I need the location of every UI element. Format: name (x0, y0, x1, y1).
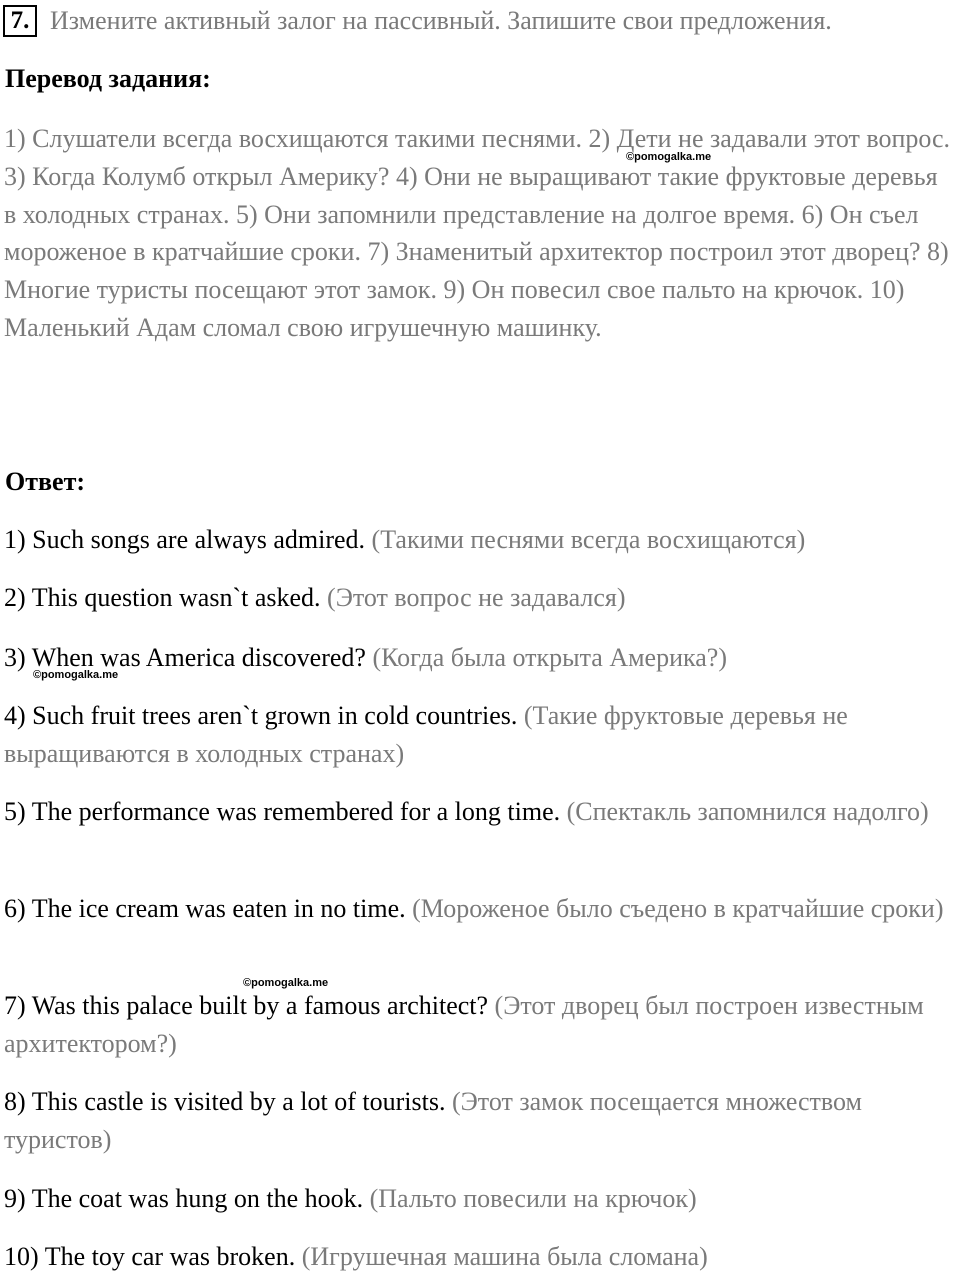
answer-item-8 (4, 1083, 960, 1159)
answer-item-7 (4, 987, 960, 1063)
translation-text: 1) Слушатели всегда восхищаются такими песнями. 2) Дети не задавали этот вопрос. 3) Когда Колумб открыл Америку? 4) Они не выращивают такие фруктовые деревья в холодных странах. 5) Они запомнили представление на долгое время. 6) Он съел мороженое в кратчайшие сроки. 7) Знаменитый архитектор построил этот дворец? 8) Многие туристы посещают этот замок. 9) Он повесил свое пальто на крючок. 10) Маленький Адам сломал свою игрушечную машинку. (4, 124, 951, 342)
answer-english: 4) Such fruit trees aren`t grown in cold countries. (4, 701, 518, 730)
answer-item-9 (4, 1180, 960, 1218)
answer-item-10 (4, 1238, 960, 1276)
answer-english: 8) This castle is visited by a lot of tourists. (4, 1087, 446, 1116)
answer-russian: (Этот дворец был построен известным архитектором?) (4, 991, 924, 1058)
watermark: ©pomogalka.me (243, 977, 329, 989)
answer-russian: (Игрушечная машина была сломана) (301, 1242, 708, 1271)
answer-item-6 (4, 890, 960, 928)
answer-english: 10) The toy car was broken. (4, 1242, 296, 1271)
answer-english: 2) This question wasn`t asked. (4, 583, 321, 612)
answer-item-3 (4, 639, 960, 677)
answer-russian: (Такие фруктовые деревья не выращиваются в холодных странах) (4, 701, 848, 768)
answer-russian: (Мороженое было съедено в кратчайшие сроки) (412, 894, 944, 923)
answer-heading: Ответ: (5, 467, 86, 496)
answer-russian: (Пальто повесили на крючок) (369, 1184, 697, 1213)
answer-english: 5) The performance was remembered for a long time. (4, 797, 561, 826)
task-instruction: Измените активный залог на пассивный. Запишите свои предложения. (50, 6, 832, 35)
answer-item-1 (4, 521, 960, 559)
watermark: ©pomogalka.me (33, 669, 119, 681)
answer-english: 7) Was this palace built by a famous architect? (4, 991, 489, 1020)
answer-russian: (Спектакль запомнился надолго) (566, 797, 929, 826)
answer-english: 1) Such songs are always admired. (4, 525, 366, 554)
answer-russian: (Этот вопрос не задавался) (327, 583, 626, 612)
answer-english: 6) The ice cream was eaten in no time. (4, 894, 406, 923)
task-header (3, 3, 832, 39)
answer-item-4 (4, 697, 960, 773)
answer-item-2 (4, 579, 960, 617)
answer-russian: (Такими песнями всегда восхищаются) (371, 525, 806, 554)
answer-english: 9) The coat was hung on the hook. (4, 1184, 364, 1213)
task-number-box: 7. (3, 5, 37, 37)
answer-item-5 (4, 793, 960, 831)
watermark: ©pomogalka.me (626, 151, 712, 163)
answer-english: 3) When was America discovered? (4, 643, 366, 672)
answer-russian: (Этот замок посещается множеством туристов) (4, 1087, 862, 1154)
translation-heading: Перевод задания: (5, 64, 211, 93)
answer-russian: (Когда была открыта Америка?) (372, 643, 727, 672)
